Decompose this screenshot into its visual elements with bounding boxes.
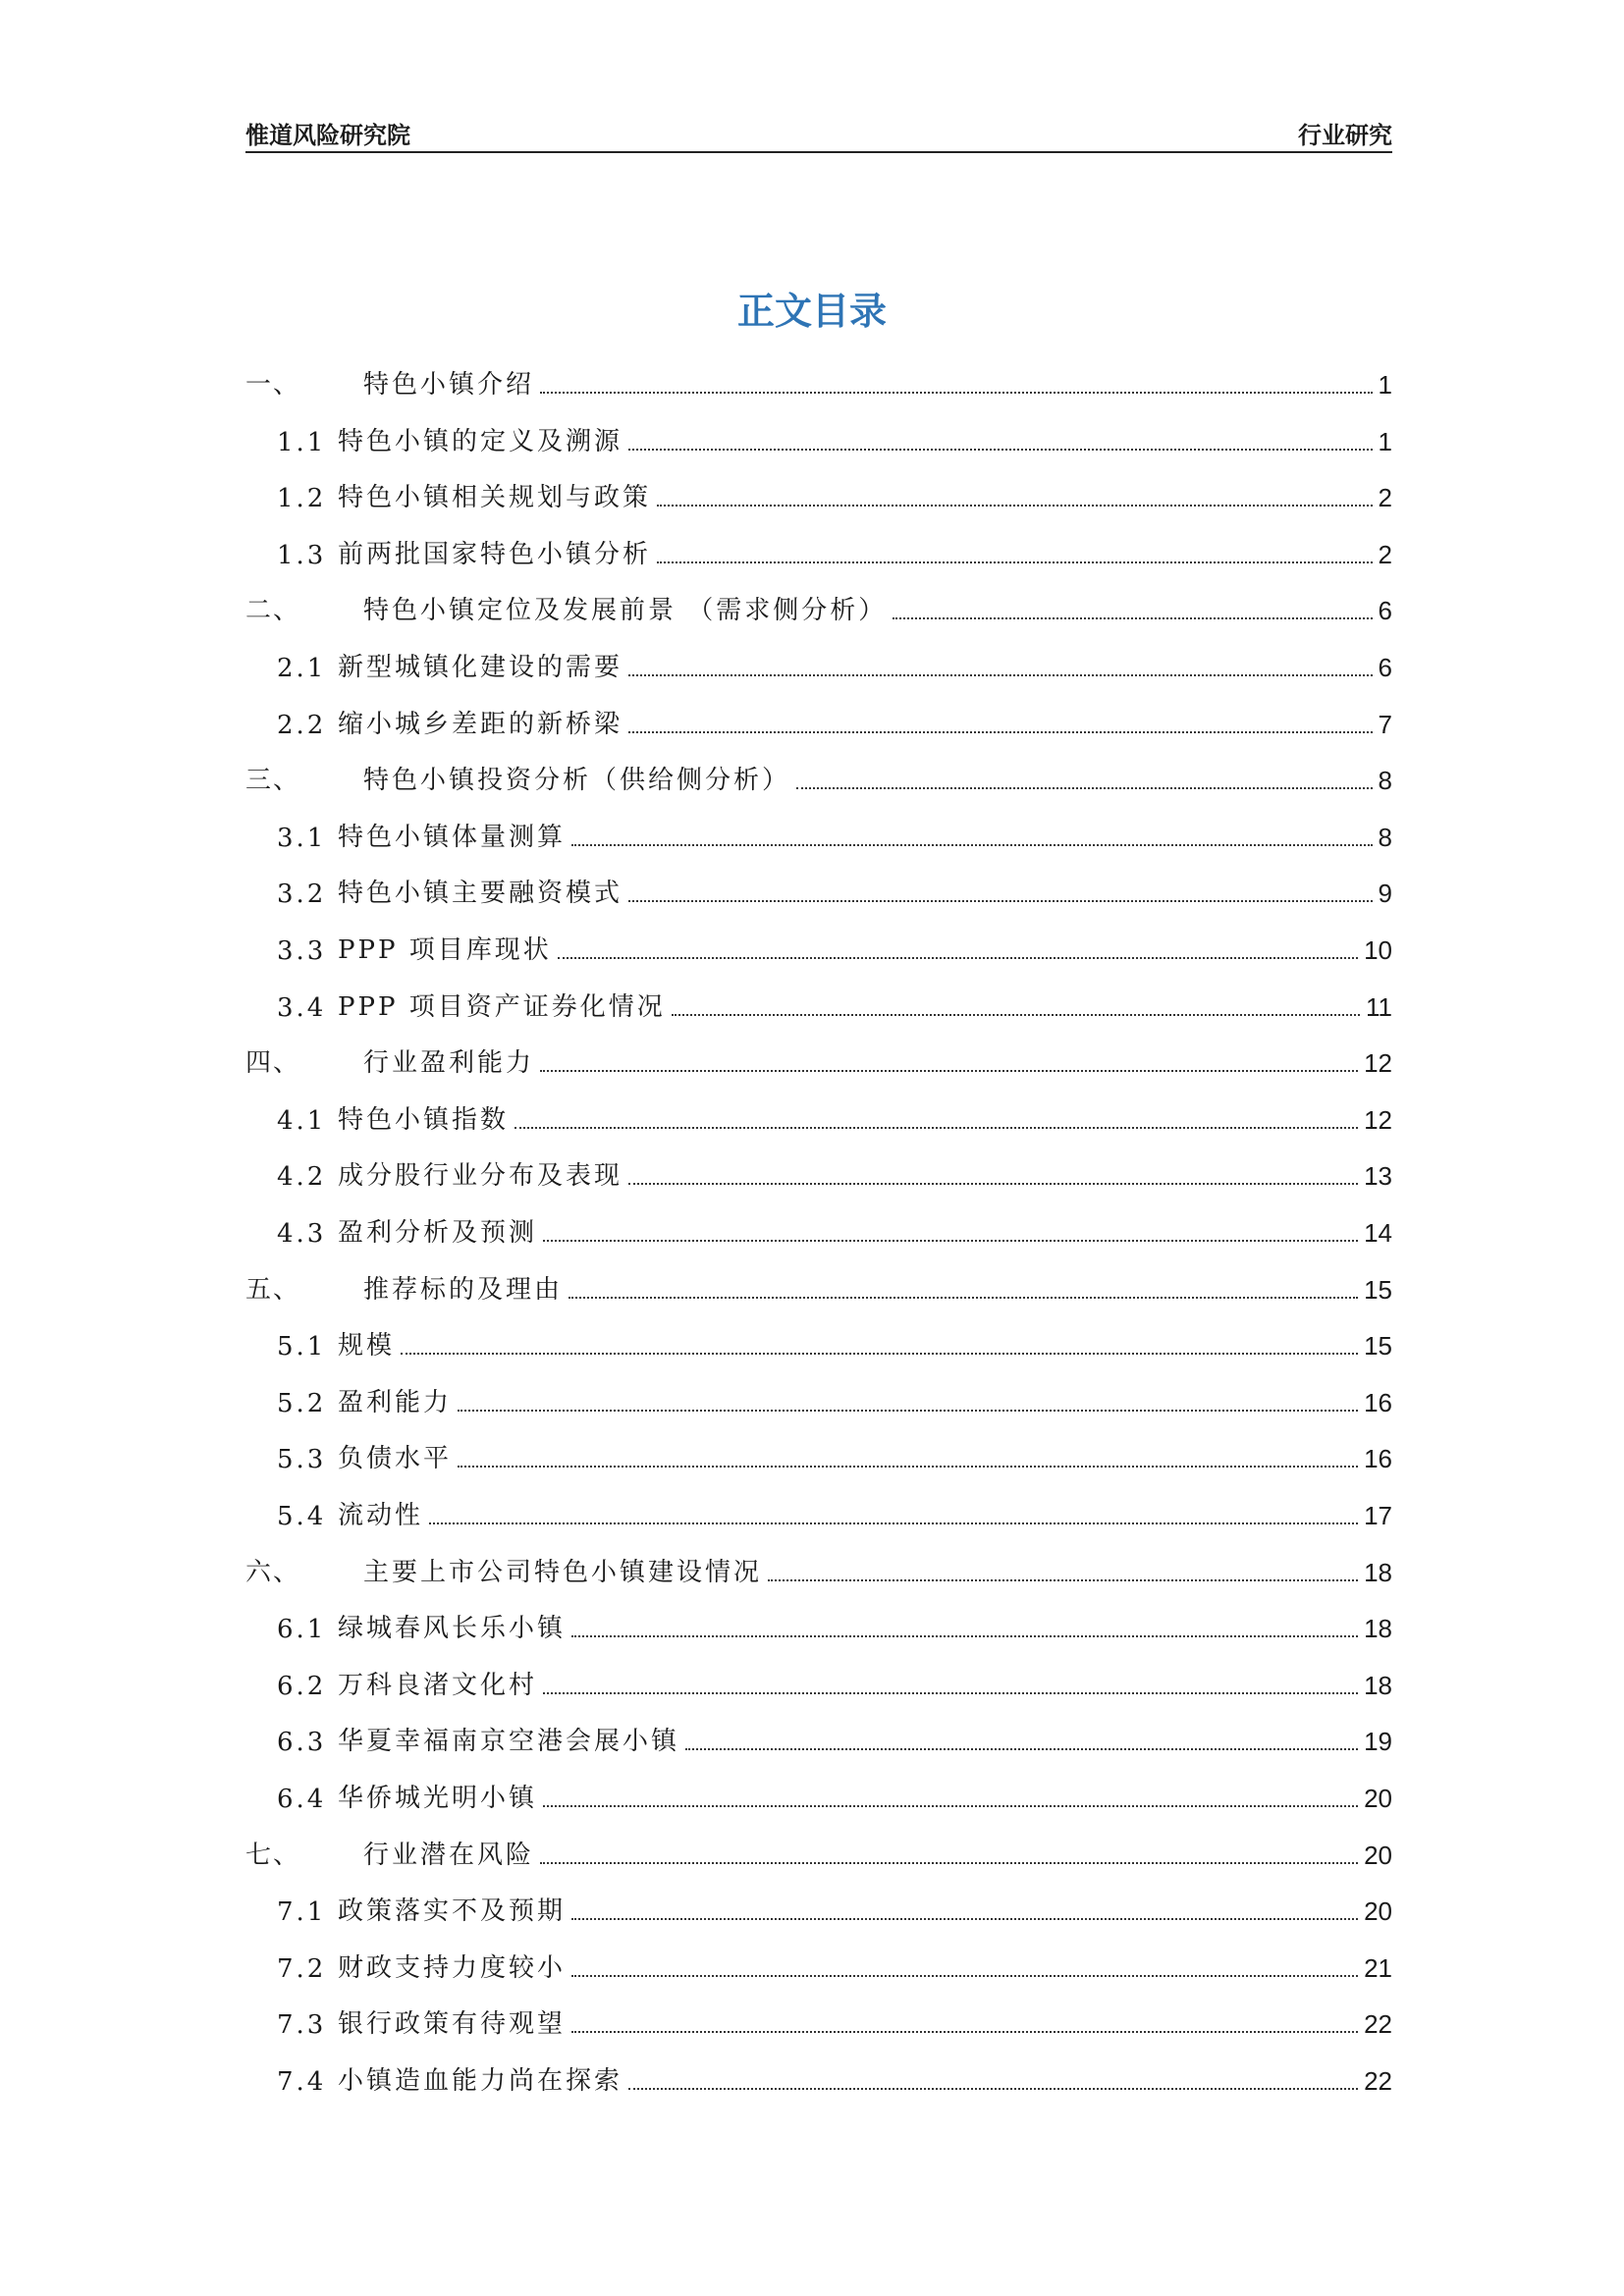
toc-entry-number: 1.3	[277, 540, 327, 570]
toc-entry-title: 特色小镇相关规划与政策	[338, 483, 652, 513]
toc-dot-leader	[628, 2087, 1358, 2090]
toc-page-number: 2	[1378, 483, 1392, 513]
toc-page-number: 19	[1364, 1727, 1392, 1757]
toc-page-number: 17	[1364, 1501, 1392, 1530]
toc-page-number: 20	[1364, 1784, 1392, 1813]
toc-page-number: 15	[1364, 1274, 1392, 1305]
toc-section-entry[interactable]	[245, 683, 1392, 740]
toc-entry-title: 特色小镇的定义及溯源	[338, 426, 623, 456]
toc-page-number: 2	[1378, 539, 1392, 569]
toc-chapter-entry[interactable]	[245, 739, 1392, 796]
toc-dot-leader	[458, 1409, 1358, 1412]
toc-section-entry[interactable]	[245, 852, 1392, 909]
toc-dot-leader	[657, 504, 1373, 507]
toc-dot-leader	[558, 956, 1358, 959]
toc-section-entry[interactable]	[245, 1192, 1392, 1249]
toc-entry-number: 4.3	[277, 1219, 327, 1249]
toc-dot-leader	[401, 1352, 1358, 1355]
toc-dot-leader	[540, 391, 1373, 394]
toc-entry-number: 七、	[245, 1840, 301, 1870]
toc-section-entry[interactable]	[245, 2040, 1392, 2097]
toc-entry-title: 行业盈利能力	[363, 1048, 535, 1079]
toc-section-entry[interactable]	[245, 796, 1392, 853]
toc-section-entry[interactable]	[245, 456, 1392, 513]
toc-entry-number: 五、	[245, 1274, 301, 1305]
page-header	[245, 116, 1392, 153]
toc-entry-number: 4.1	[277, 1105, 327, 1136]
toc-page-number: 9	[1378, 879, 1392, 909]
toc-entry-title: PPP 项目库现状	[338, 935, 552, 965]
toc-dot-leader	[514, 1126, 1358, 1129]
toc-section-entry[interactable]	[245, 1644, 1392, 1701]
toc-section-entry[interactable]	[245, 1927, 1392, 1984]
toc-entry-title: 盈利分析及预测	[338, 1218, 538, 1248]
toc-entry-number: 5.3	[277, 1445, 327, 1475]
toc-entry-number: 6.3	[277, 1728, 327, 1758]
toc-entry-number: 7.3	[277, 2010, 327, 2041]
header-organization: 惟道风险研究院	[245, 122, 410, 149]
toc-entry-number: 三、	[245, 766, 301, 796]
toc-page-number: 10	[1364, 935, 1392, 965]
toc-entry-title: 小镇造血能力尚在探索	[338, 2066, 623, 2096]
toc-dot-leader	[796, 786, 1373, 789]
header-category: 行业研究	[1298, 122, 1392, 149]
toc-page-number: 1	[1378, 426, 1392, 456]
toc-section-entry[interactable]	[245, 1983, 1392, 2040]
toc-dot-leader	[571, 843, 1373, 846]
toc-section-entry[interactable]	[245, 1135, 1392, 1192]
toc-entry-title: 特色小镇指数	[338, 1104, 510, 1135]
toc-entry-number: 6.2	[277, 1671, 327, 1701]
toc-entry-title: 特色小镇投资分析（供给侧分析）	[363, 766, 791, 796]
toc-section-entry[interactable]	[245, 513, 1392, 570]
toc-section-entry[interactable]	[245, 1700, 1392, 1757]
toc-section-entry[interactable]	[245, 909, 1392, 966]
toc-entry-title: 行业潜在风险	[363, 1840, 535, 1870]
toc-section-entry[interactable]	[245, 1587, 1392, 1644]
toc-section-entry[interactable]	[245, 1474, 1392, 1531]
toc-entry-title: 负债水平	[338, 1444, 453, 1474]
toc-entry-number: 7.2	[277, 1953, 327, 1984]
toc-entry-title: 盈利能力	[338, 1387, 453, 1417]
toc-entry-number: 5.4	[277, 1502, 327, 1531]
toc-entry-number: 5.2	[277, 1388, 327, 1418]
toc-dot-leader	[672, 1013, 1360, 1016]
toc-entry-number: 7.4	[277, 2067, 327, 2097]
toc-entry-number: 6.1	[277, 1615, 327, 1645]
toc-page-number: 12	[1364, 1104, 1392, 1135]
toc-entry-title: 规模	[338, 1331, 396, 1362]
toc-page-number: 16	[1364, 1444, 1392, 1474]
toc-entry-title: 万科良渚文化村	[338, 1670, 538, 1700]
toc-entry-number: 3.1	[277, 823, 327, 853]
toc-dot-leader	[893, 616, 1372, 619]
toc-dot-leader	[685, 1747, 1358, 1750]
toc-page-number: 20	[1364, 1840, 1392, 1870]
toc-section-entry[interactable]	[245, 400, 1392, 457]
toc-entry-number: 四、	[245, 1048, 301, 1079]
toc-section-entry[interactable]	[245, 626, 1392, 683]
toc-entry-title: 特色小镇主要融资模式	[338, 879, 623, 909]
toc-page-number: 13	[1364, 1161, 1392, 1192]
toc-chapter-entry[interactable]	[245, 1814, 1392, 1871]
toc-dot-leader	[540, 1861, 1358, 1864]
toc-dot-leader	[628, 1182, 1358, 1185]
toc-entry-number: 2.1	[277, 654, 327, 683]
toc-entry-number: 2.2	[277, 710, 327, 740]
toc-entry-title: 缩小城乡差距的新桥梁	[338, 709, 623, 739]
toc-dot-leader	[571, 2030, 1358, 2033]
toc-dot-leader	[540, 1069, 1358, 1072]
toc-entry-title: 成分股行业分布及表现	[338, 1161, 623, 1192]
toc-section-entry[interactable]	[245, 1305, 1392, 1362]
toc-dot-leader	[628, 673, 1373, 676]
toc-section-entry[interactable]	[245, 1417, 1392, 1474]
toc-entry-number: 6.4	[277, 1785, 327, 1814]
toc-page-number: 18	[1364, 1557, 1392, 1587]
toc-page-number: 22	[1364, 2066, 1392, 2096]
toc-section-entry[interactable]	[245, 1362, 1392, 1418]
toc-entry-title: 前两批国家特色小镇分析	[338, 539, 652, 569]
toc-page-number: 12	[1364, 1048, 1392, 1079]
toc-section-entry[interactable]	[245, 1757, 1392, 1814]
toc-dot-leader	[458, 1465, 1358, 1468]
toc-chapter-entry[interactable]	[245, 1531, 1392, 1588]
toc-page-number: 18	[1364, 1614, 1392, 1644]
toc-page-number: 14	[1364, 1218, 1392, 1248]
toc-dot-leader	[628, 730, 1373, 733]
toc-entry-title: 新型城镇化建设的需要	[338, 653, 623, 682]
toc-entry-number: 1.1	[277, 427, 327, 457]
toc-page-number: 22	[1364, 2009, 1392, 2040]
toc-page-number: 1	[1378, 370, 1392, 400]
toc-page-number: 7	[1378, 709, 1392, 739]
toc-chapter-entry[interactable]	[245, 1022, 1392, 1079]
toc-section-entry[interactable]	[245, 1870, 1392, 1927]
toc-section-entry[interactable]	[245, 1079, 1392, 1136]
toc-dot-leader	[628, 448, 1373, 451]
toc-entry-number: 3.3	[277, 936, 327, 966]
toc-entry-number: 3.2	[277, 880, 327, 910]
toc-entry-title: 推荐标的及理由	[363, 1274, 564, 1305]
toc-section-entry[interactable]	[245, 966, 1392, 1023]
toc-page-number: 18	[1364, 1670, 1392, 1700]
toc-dot-leader	[568, 1296, 1358, 1299]
toc-entry-number: 3.4	[277, 992, 327, 1023]
toc-entry-number: 六、	[245, 1557, 301, 1587]
toc-dot-leader	[571, 1974, 1358, 1977]
toc-entry-title: 特色小镇定位及发展前景 （需求侧分析）	[363, 596, 888, 626]
toc-page-number: 8	[1378, 822, 1392, 852]
toc-entry-title: 银行政策有待观望	[338, 2009, 567, 2040]
toc-entry-number: 7.1	[277, 1897, 327, 1928]
toc-chapter-entry[interactable]	[245, 1249, 1392, 1306]
toc-dot-leader	[543, 1239, 1358, 1242]
toc-page-number: 15	[1364, 1331, 1392, 1362]
toc-dot-leader	[628, 899, 1373, 902]
toc-page-number: 6	[1378, 653, 1392, 682]
toc-page-number: 6	[1378, 596, 1392, 626]
toc-entry-title: 华夏幸福南京空港会展小镇	[338, 1727, 680, 1757]
toc-entry-number: 4.2	[277, 1162, 327, 1193]
toc-page-number: 16	[1364, 1387, 1392, 1417]
toc-page-number: 21	[1364, 1952, 1392, 1983]
toc-dot-leader	[571, 1634, 1358, 1637]
toc-title: 正文目录	[736, 289, 887, 333]
toc-page-number: 11	[1366, 991, 1392, 1022]
toc-page-number: 8	[1378, 766, 1392, 796]
toc-entry-title: 财政支持力度较小	[338, 1952, 567, 1983]
toc-page-number: 20	[1364, 1896, 1392, 1927]
toc-dot-leader	[543, 1804, 1358, 1807]
toc-entry-title: 绿城春风长乐小镇	[338, 1614, 567, 1644]
toc-dot-leader	[657, 561, 1373, 563]
toc-entry-title: 特色小镇介绍	[363, 370, 535, 400]
toc-entry-title: 特色小镇体量测算	[338, 822, 567, 852]
toc-dot-leader	[768, 1578, 1358, 1581]
toc-entry-title: 主要上市公司特色小镇建设情况	[363, 1557, 763, 1587]
toc-dot-leader	[571, 1917, 1358, 1920]
toc-entry-number: 1.2	[277, 484, 327, 514]
toc-entry-number: 二、	[245, 596, 301, 626]
toc-entry-number: 一、	[245, 370, 301, 400]
toc-entry-title: 流动性	[338, 1501, 424, 1530]
toc-dot-leader	[429, 1522, 1358, 1524]
toc-entry-number: 5.1	[277, 1332, 327, 1362]
toc-chapter-entry[interactable]	[245, 569, 1392, 626]
toc-entry-title: 政策落实不及预期	[338, 1896, 567, 1927]
toc-chapter-entry[interactable]	[245, 344, 1392, 400]
toc-dot-leader	[543, 1691, 1358, 1694]
toc-entry-title: PPP 项目资产证券化情况	[338, 991, 666, 1022]
toc-entry-title: 华侨城光明小镇	[338, 1784, 538, 1813]
